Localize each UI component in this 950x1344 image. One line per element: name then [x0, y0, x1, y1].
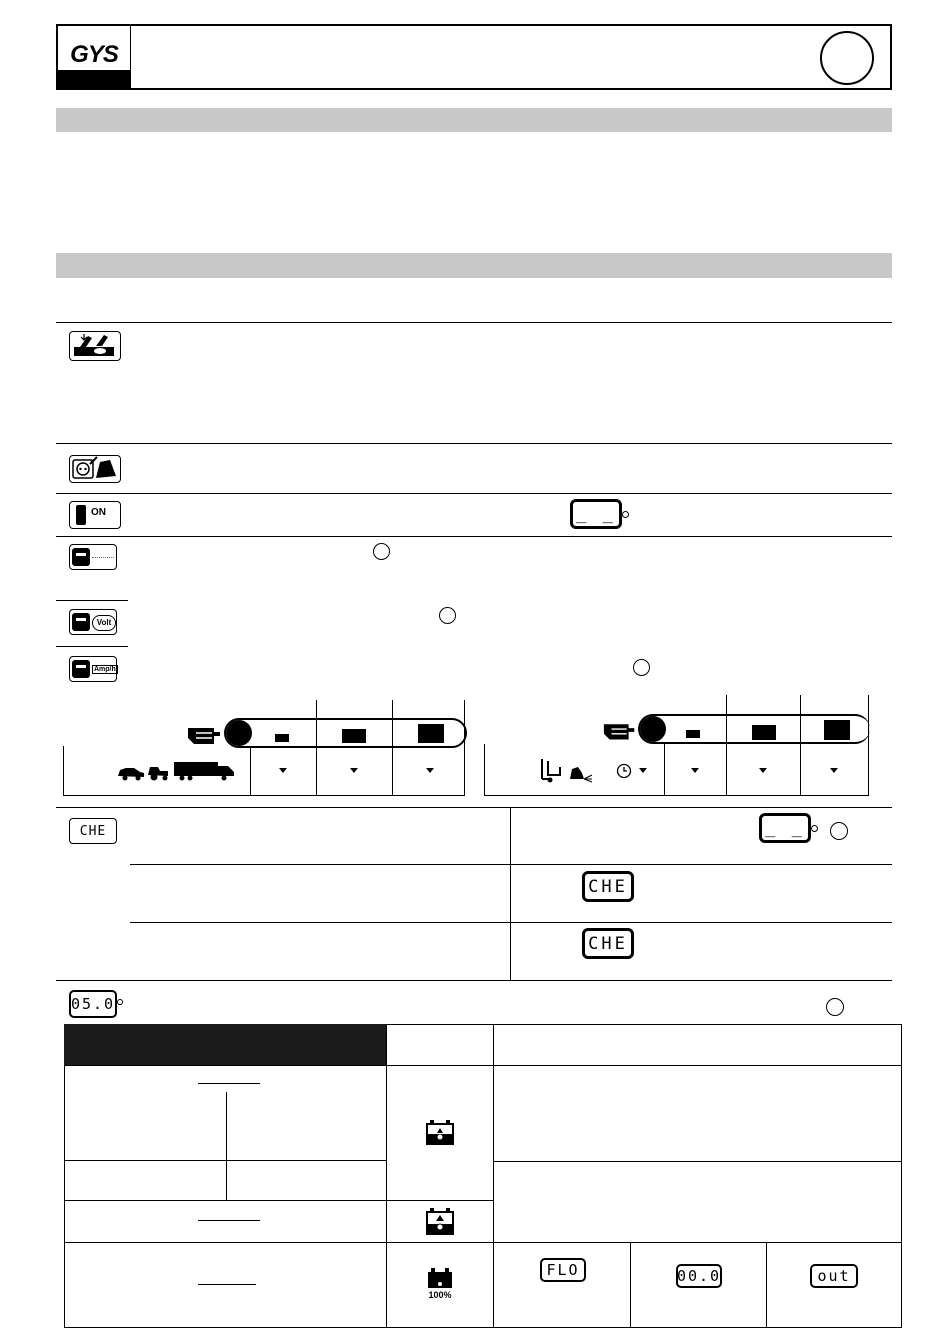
- check-display: CHE: [582, 871, 634, 902]
- battery-charging-icon: [425, 1120, 455, 1146]
- zero-display: 00.0: [676, 1264, 722, 1288]
- row-separator: [130, 864, 892, 865]
- reference-circle: [439, 607, 456, 624]
- grid-line: [484, 795, 869, 796]
- dropdown-arrow-icon: [426, 768, 434, 773]
- selector-knob: [640, 716, 666, 742]
- mode-button-icon: [69, 544, 117, 570]
- battery-full-icon: [428, 1268, 452, 1288]
- logo: [58, 26, 130, 88]
- dropdown-arrow-icon: [830, 768, 838, 773]
- table-cell: [64, 1242, 387, 1328]
- row-separator: [56, 980, 892, 981]
- row-separator: [56, 443, 892, 444]
- battery-large-icon: [824, 720, 850, 740]
- amp-label: Amp/h: [94, 666, 116, 673]
- hand-press-finger: [76, 665, 86, 668]
- table-header-dark: [64, 1024, 387, 1066]
- language-badge: [820, 31, 874, 85]
- row-separator: [130, 922, 892, 923]
- table-cell: [64, 1200, 387, 1243]
- selector-knob: [226, 720, 252, 746]
- row-separator-short: [56, 646, 128, 647]
- grid-line: [868, 695, 869, 796]
- table-cell: [493, 1065, 902, 1162]
- check-display-icon: CHE: [69, 818, 117, 844]
- battery-medium-icon: [342, 729, 366, 743]
- standby-display: _ _: [570, 499, 622, 529]
- degree-mark: [622, 511, 629, 518]
- dropdown-arrow-icon: [691, 768, 699, 773]
- vehicles-icon: [116, 759, 238, 781]
- grid-line: [63, 795, 465, 796]
- table-cell: [64, 1160, 387, 1201]
- battery-desulfation-icon: [425, 1208, 455, 1236]
- reference-circle: [373, 543, 390, 560]
- section-bar-1: [56, 108, 892, 132]
- row-separator: [56, 322, 892, 323]
- forklift-sweeper-icon: [538, 757, 594, 783]
- header-divider: [130, 26, 131, 88]
- battery-medium-icon: [752, 725, 776, 740]
- battery-small-icon: [686, 730, 700, 738]
- table-cell: [493, 1161, 902, 1243]
- grid-line: [392, 700, 393, 796]
- dropdown-arrow-icon: [350, 768, 358, 773]
- dropdown-arrow-icon: [279, 768, 287, 773]
- header-frame: [56, 24, 892, 90]
- degree-mark: [811, 825, 818, 832]
- hand-press-symbol: [72, 548, 90, 566]
- column-divider: [510, 807, 511, 981]
- volt-oval: Volt: [92, 615, 116, 631]
- check-display: CHE: [582, 928, 634, 959]
- degree-mark: [117, 999, 123, 1005]
- reference-circle: [633, 659, 650, 676]
- mains-plug-icon: [69, 455, 121, 483]
- voltage-display-icon: 05.0: [69, 990, 117, 1018]
- power-switch-icon: [69, 501, 121, 529]
- pointing-hand-icon: [602, 718, 640, 742]
- grid-line: [726, 695, 727, 796]
- out-display: out: [810, 1264, 858, 1288]
- battery-large-icon: [418, 724, 444, 743]
- battery-small-icon: [275, 734, 289, 742]
- table-header-cell: [386, 1024, 494, 1066]
- underline: [198, 1284, 256, 1285]
- row-separator: [56, 807, 892, 808]
- standby-display: _ _: [759, 813, 811, 843]
- underline: [198, 1083, 260, 1084]
- row-separator-short: [56, 600, 128, 601]
- section-bar-2: [56, 253, 892, 278]
- grid-line: [63, 746, 64, 796]
- grid-line: [464, 700, 465, 796]
- table-header-cell: [493, 1024, 902, 1066]
- volt-button-icon: [69, 609, 117, 635]
- logo-text: GYS: [58, 40, 130, 70]
- table-cell: [493, 1242, 631, 1328]
- grid-line: [484, 744, 485, 796]
- reference-circle: [826, 998, 844, 1016]
- row-separator: [56, 493, 892, 494]
- underline: [198, 1220, 260, 1221]
- dotted-line: [92, 557, 114, 558]
- dropdown-arrow-icon: [639, 768, 647, 773]
- grid-line: [250, 746, 251, 796]
- hand-press-finger: [76, 618, 86, 621]
- switch-rocker: [76, 505, 86, 525]
- clock-icon: [616, 763, 632, 779]
- grid-line: [316, 700, 317, 796]
- clamp-connection-icon: [69, 331, 121, 361]
- pointing-hand-icon: [186, 722, 226, 746]
- percent-label: 100%: [428, 1290, 452, 1300]
- float-display: FLO: [540, 1258, 586, 1282]
- hand-press-symbol: [72, 660, 90, 678]
- amp-hour-button-icon: [69, 656, 117, 682]
- row-separator: [56, 536, 892, 537]
- logo-top-band: [58, 26, 130, 40]
- switch-label: ON: [91, 507, 106, 518]
- dropdown-arrow-icon: [759, 768, 767, 773]
- grid-line: [664, 744, 665, 796]
- hand-press-finger: [76, 553, 86, 556]
- reference-circle: [830, 822, 848, 840]
- grid-line: [800, 695, 801, 796]
- hand-press-symbol: [72, 613, 90, 631]
